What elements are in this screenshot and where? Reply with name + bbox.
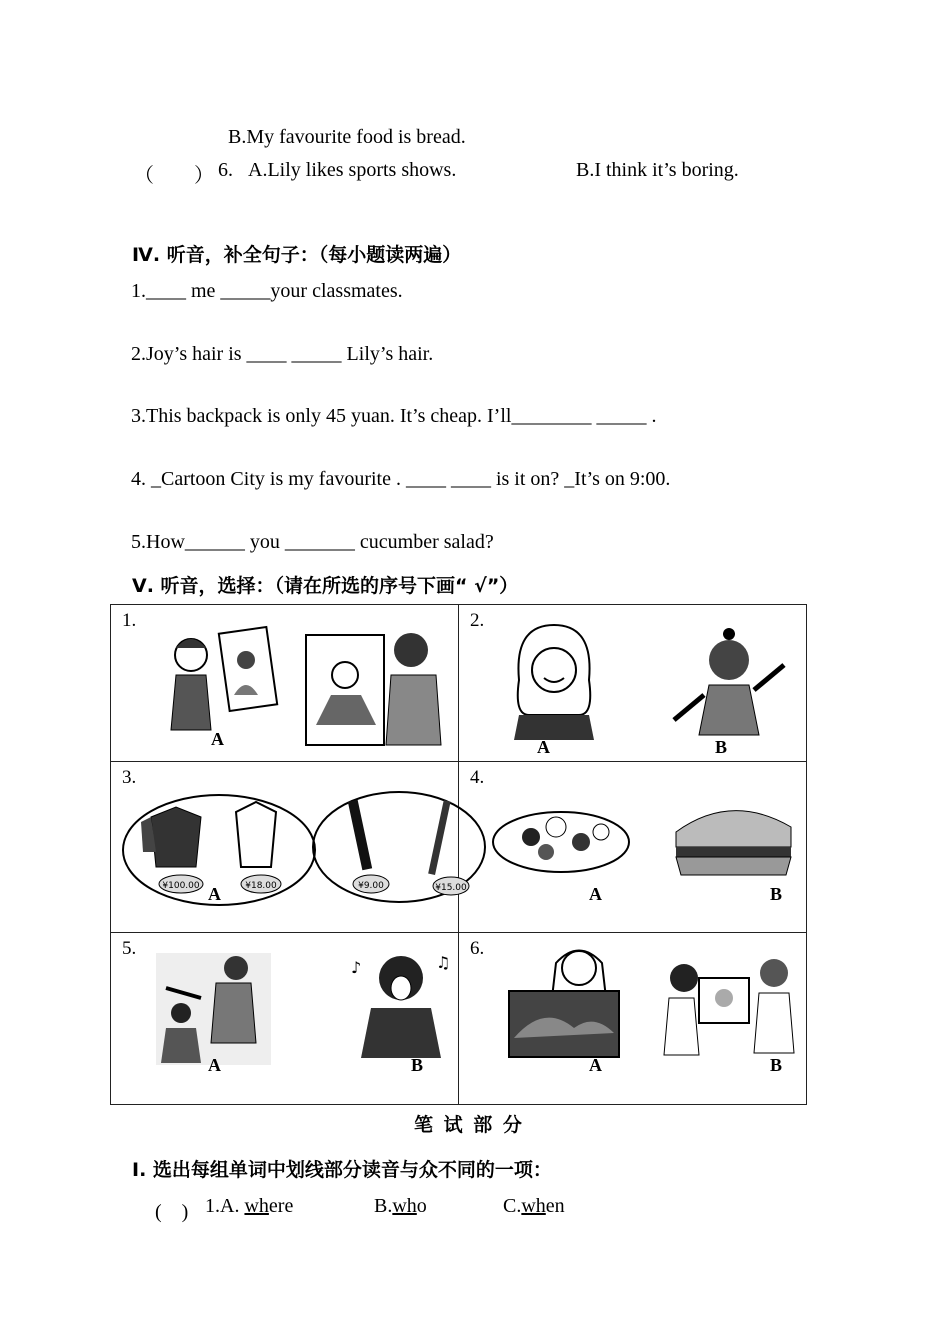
picture-cell-6	[459, 933, 807, 1105]
painting-girls-illustration	[484, 943, 804, 1075]
section4-title: Ⅳ. 听音，补全句子：（每小题读两遍）	[132, 244, 462, 266]
picture-cell-4	[459, 762, 807, 933]
sentence-3: 3.This backpack is only 45 yuan. It’s cheap. I’ll________ _____ .	[131, 405, 657, 427]
girls-illustration	[509, 620, 799, 757]
cell-number: 6.	[470, 938, 485, 959]
cell-number: 2.	[470, 610, 485, 631]
picture-cell-1	[111, 605, 459, 762]
sentence-5: 5.How______ you _______ cucumber salad?	[131, 531, 494, 553]
picture-table	[110, 604, 807, 1105]
choice-a[interactable]: A	[208, 1055, 221, 1075]
price-tag-1: ¥100.00	[162, 881, 200, 891]
part1-title: I. 选出每组单词中划线部分读音与众不同的一项：	[132, 1159, 552, 1181]
sentence-4: 4. _Cartoon City is my favourite . ____ ____ is it on? _It’s on 9:00.	[131, 468, 671, 490]
picture-cell-5	[111, 933, 459, 1105]
cell-number: 3.	[122, 767, 137, 788]
q1-a-rest: ere	[268, 1195, 294, 1217]
section5-title: Ⅴ. 听音，选择：（请在所选的序号下画“ √”）	[132, 575, 519, 597]
choice-a[interactable]: A	[589, 884, 602, 904]
choice-a[interactable]: A	[211, 729, 224, 749]
q1-a-underlined: wh	[244, 1195, 269, 1217]
choice-a[interactable]: A	[208, 884, 221, 904]
boy-photo-illustration	[156, 620, 456, 750]
choice-a[interactable]: A	[589, 1055, 602, 1075]
choice-b[interactable]: B	[715, 737, 728, 757]
option-b5: B.My favourite food is bread.	[228, 126, 466, 148]
clothes-pens-illustration	[121, 792, 501, 912]
q6-option-a: A.Lily likes sports shows.	[248, 159, 457, 181]
cell-number: 5.	[122, 938, 137, 959]
cell-number: 4.	[470, 767, 485, 788]
choice-b[interactable]: B	[770, 884, 783, 904]
choice-a[interactable]: A	[537, 737, 550, 757]
price-tag-4: ¥15.00	[435, 883, 467, 893]
dance-sing-illustration	[156, 943, 456, 1075]
svg-text:♫: ♫	[436, 953, 451, 972]
picture-cell-3	[111, 762, 467, 933]
q1-b-underlined: wh	[392, 1195, 417, 1217]
q1-number: 1.A.	[205, 1195, 240, 1217]
salad-hamburger-illustration	[491, 797, 801, 882]
price-tag-3: ¥9.00	[358, 881, 384, 891]
q1-b-rest: o	[416, 1195, 427, 1217]
q1-row	[205, 1195, 293, 1218]
picture-cell-2	[459, 605, 807, 762]
q6-bracket: （ ）	[134, 165, 214, 187]
q1-b-prefix: B.	[374, 1195, 393, 1217]
q1-bracket: ( )	[155, 1201, 189, 1223]
q6-number: 6.	[218, 159, 233, 181]
choice-b[interactable]: B	[770, 1055, 783, 1075]
price-tag-2: ¥18.00	[245, 881, 277, 891]
svg-text:♪: ♪	[351, 958, 362, 977]
cell-number: 1.	[122, 610, 137, 631]
sentence-1: 1.____ me _____your classmates.	[131, 280, 403, 302]
q1-option-c	[503, 1195, 565, 1218]
q1-c-rest: en	[545, 1195, 565, 1217]
written-title: 笔 试 部 分	[414, 1114, 524, 1136]
q1-option-b	[374, 1195, 427, 1218]
sentence-2: 2.Joy’s hair is ____ _____ Lily’s hair.	[131, 343, 434, 365]
choice-b[interactable]: B	[411, 1055, 424, 1075]
q1-c-underlined: wh	[521, 1195, 546, 1217]
q6-option-b: B.I think it’s boring.	[576, 159, 739, 181]
q1-c-prefix: C.	[503, 1195, 522, 1217]
